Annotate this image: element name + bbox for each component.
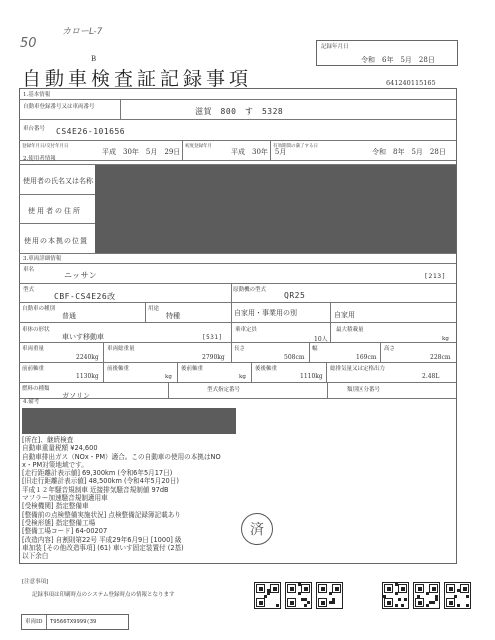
section2-heading: 2.使用者情報 — [23, 156, 56, 162]
maker-code: [213] — [424, 272, 447, 280]
height-value: 228cm — [430, 354, 451, 361]
fuel-label: 燃料の種類 — [22, 386, 50, 392]
remarks-line: 自動車排出ガス（NOx・PM）適合。この自動車の使用の本拠はNO — [22, 452, 221, 461]
vehicle-id-label: 車両ID — [25, 619, 43, 625]
remarks-line: 自動車重量税額 ¥24,600 — [22, 444, 98, 453]
engine-label: 原動機の型式 — [233, 287, 267, 293]
width-value: 169cm — [356, 354, 377, 361]
front-front-axle-label: 前前軸重 — [22, 366, 45, 372]
record-date-box — [316, 40, 458, 66]
body-shape-value: 車いす移動車 — [62, 333, 104, 341]
redacted-remarks — [22, 408, 236, 434]
document-title: 自動車検査証記録事項 — [22, 68, 253, 90]
purpose-value: 自家用 — [334, 311, 355, 319]
use-value: 特種 — [166, 312, 180, 320]
first-reg-label: 登録年月日/交付年月日 — [22, 144, 69, 149]
first-reg-value: 平成 30年 5月 29日 — [102, 148, 181, 156]
max-load-label: 最大積載量 — [336, 327, 364, 333]
expiry-value: 令和 8年 5月 28日 — [372, 148, 446, 156]
body-shape-label: 車体の形状 — [22, 327, 50, 333]
vin-label: 車台番号 — [23, 126, 46, 132]
remarks-line: [整備前の点検整備実施状況] 点検整備記録簿記載あり — [22, 510, 181, 519]
rear-front-axle-label: 後前軸重 — [181, 366, 204, 372]
notice-heading: [注意事項] — [22, 579, 49, 585]
stamp-text: 済 — [250, 522, 264, 538]
record-date-label: 記録年月日 — [321, 44, 349, 50]
front-rear-axle-value: kg — [165, 374, 172, 380]
maker-value: ニッサン — [64, 271, 98, 280]
record-date-value: 令和 6年 5月 28日 — [361, 56, 435, 64]
remarks-block — [22, 436, 221, 560]
max-load-unit: kg — [442, 336, 449, 342]
remarks-line: マフラー加速騒音規制適用車 — [22, 494, 108, 503]
vehicle-id-box — [21, 614, 129, 630]
inspection-stamp — [241, 513, 273, 545]
initial-reg-label: 初度登録年月 — [185, 144, 212, 149]
rear-front-axle-value: kg — [239, 374, 246, 380]
qr-code — [285, 582, 312, 609]
displacement-label: 総排気量又は定格出力 — [330, 366, 386, 372]
base-location-label: 使用の本拠の位置 — [24, 237, 88, 245]
capacity-label: 乗車定員 — [235, 327, 258, 333]
vehicle-weight-value: 2240kg — [76, 354, 99, 361]
type-number-label: 型式指定番号 — [207, 387, 241, 393]
maker-label: 車名 — [23, 267, 35, 273]
vin-value: CS4E26-101656 — [56, 127, 126, 136]
gross-weight-value: 2790kg — [202, 354, 225, 361]
form-letter: B — [91, 55, 97, 63]
length-label: 長さ — [234, 346, 246, 352]
vehicle-id-value: T9566TX9999(39 — [50, 619, 97, 625]
qr-code — [444, 582, 471, 609]
remarks-line: [走行距離計表示値] 69,300km (令和6年5月17日) — [22, 469, 173, 478]
remarks-line: 車加装 [その他改造事項] (61) 車いす固定装置付 (2基) — [22, 543, 184, 552]
section4-heading: 4.備考 — [23, 399, 40, 405]
width-label: 幅 — [312, 346, 318, 352]
length-value: 508cm — [284, 354, 305, 361]
displacement-value: 2.48L — [422, 373, 440, 380]
qr-code — [316, 582, 343, 609]
model-label: 型式 — [23, 287, 35, 293]
user-name-label: 使用者の氏名又は名称 — [23, 177, 93, 185]
remarks-line: [受検形態] 指定整備工場 — [22, 518, 96, 527]
capacity-value: 10人 — [314, 336, 328, 343]
vehicle-weight-label: 車両重量 — [22, 346, 45, 352]
remarks-line: [所在]、継続検査 — [22, 436, 74, 444]
gross-weight-label: 車両総重量 — [107, 346, 135, 352]
front-rear-axle-label: 前後軸重 — [107, 366, 130, 372]
handwritten-number: 50 — [20, 36, 37, 51]
document-number: 641240115165 — [386, 79, 436, 87]
section3-heading: 3.車両詳細情報 — [23, 256, 62, 262]
use-label: 用途 — [148, 306, 160, 312]
engine-value: QR25 — [284, 291, 306, 300]
remarks-line: 平成１２年騒音規制車 近接排気騒音規制値 97dB — [22, 485, 169, 494]
qr-code — [254, 582, 281, 609]
kind-value: 普通 — [62, 312, 76, 320]
section1-heading: 1.基本情報 — [23, 92, 51, 98]
expiry-label: 有効期間の満了する日 — [273, 144, 318, 149]
fuel-value: ガソリン — [62, 392, 90, 400]
model-value: CBF-CS4E26改 — [54, 292, 116, 301]
kind-label: 自動車の種別 — [22, 306, 56, 312]
remarks-line: [受検機関] 指定整備車 — [22, 502, 89, 511]
rear-rear-axle-value: 1110kg — [300, 373, 323, 380]
height-label: 高さ — [384, 346, 396, 352]
notice-text: 記録事項は印刷時点のシステム登録時点の情報となります — [32, 592, 175, 598]
purpose-label: 自家用・事業用の別 — [234, 309, 297, 317]
body-shape-code: [531] — [202, 334, 223, 341]
remarks-line: [整備工場コード] 64-00207 — [22, 527, 108, 536]
category-number-label: 類別区分番号 — [347, 387, 381, 393]
remarks-line: [旧走行距離計表示値] 48,500km (令和4年5月20日) — [22, 477, 179, 486]
initial-reg-value: 平成 30年 5月 — [231, 148, 287, 156]
rear-rear-axle-label: 後後軸重 — [255, 366, 278, 372]
reg-number-value: 滋賀 800 す 5328 — [195, 107, 284, 116]
remarks-line: x・PM対策地域です。 — [22, 460, 88, 469]
qr-code — [382, 582, 409, 609]
reg-number-label: 自動車登録番号又は車両番号 — [23, 104, 95, 110]
qr-code — [413, 582, 440, 609]
user-address-label: 使用者の住所 — [28, 207, 82, 215]
remarks-line: 以下余白 — [22, 552, 49, 561]
handwritten-note: カローL-7 — [62, 27, 103, 37]
redacted-user-info — [95, 165, 456, 253]
front-front-axle-value: 1130kg — [76, 373, 99, 380]
remarks-line: [改造内容] 自割則第22号 平成29年6月9日 [1000] 級 — [22, 535, 182, 544]
